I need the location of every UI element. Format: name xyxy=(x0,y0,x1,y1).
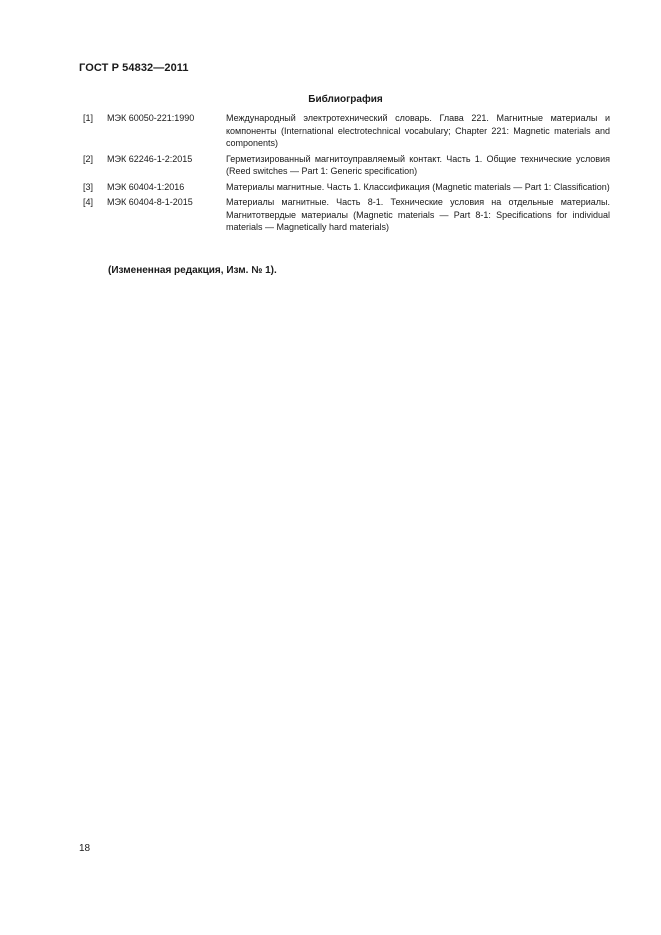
bibliography-title: Библиография xyxy=(308,94,383,105)
entry-description: Материалы магнитные. Часть 1. Классификация (Magnetic materials — Part 1: Classification) xyxy=(226,181,610,192)
bibliography-list xyxy=(83,112,610,237)
entry-description: Материалы магнитные. Часть 8-1. Технические условия на отдельные материалы. Магнитотвердые материалы (Magnetic materials — Part 8-1: Specifications for individual materials — Magnetically hard materials) xyxy=(226,197,610,232)
entry-standard-code: МЭК 60404-8-1-2015 xyxy=(107,197,193,207)
entry-number: [1] xyxy=(83,113,94,123)
entry-standard-code: МЭК 60050-221:1990 xyxy=(107,113,195,123)
page-number: 18 xyxy=(79,843,91,854)
bibliography-entry xyxy=(83,153,610,178)
entry-standard-code: МЭК 62246-1-2:2015 xyxy=(107,153,193,164)
entry-number: [4] xyxy=(83,197,94,207)
document-code-header: ГОСТ Р 54832—2011 xyxy=(79,62,189,74)
amendment-note: (Измененная редакция, Изм. № 1). xyxy=(108,265,277,276)
entry-description: Герметизированный магнитоуправляемый контакт. Часть 1. Общие технические условия (Reed switches — Part 1: Generic specification) xyxy=(226,153,610,176)
entry-standard-code: МЭК 60404-1:2016 xyxy=(107,181,185,192)
bibliography-entry xyxy=(83,181,610,194)
bibliography-entry xyxy=(83,196,610,234)
entry-number: [3] xyxy=(83,181,94,192)
entry-number: [2] xyxy=(83,153,94,164)
bibliography-entry xyxy=(83,112,610,150)
entry-description: Международный электротехнический словарь. Глава 221. Магнитные материалы и компоненты (International electrotechnical vocabulary; Chapter 221: Magnetic materials and components) xyxy=(226,113,610,148)
